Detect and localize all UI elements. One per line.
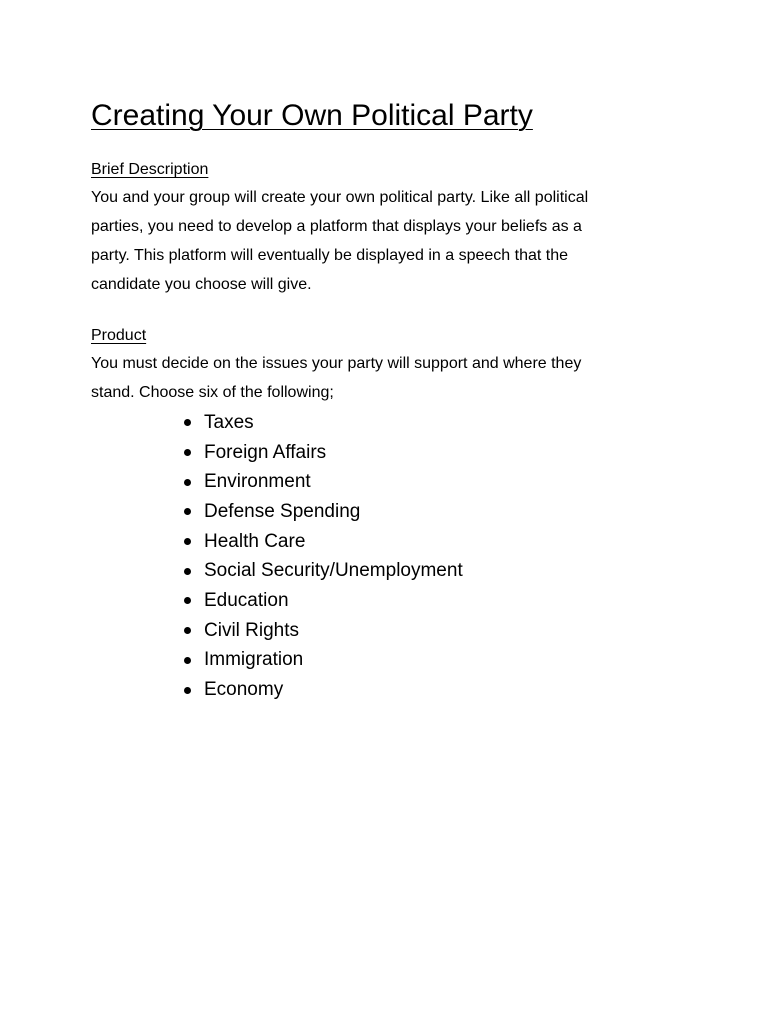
list-item: [181, 408, 463, 438]
product-text: [91, 349, 691, 407]
list-item: [181, 616, 463, 646]
bullet-icon: [184, 687, 191, 694]
issue-label: Environment: [204, 471, 311, 493]
bullet-icon: [184, 419, 191, 426]
page-title: Creating Your Own Political Party: [91, 99, 533, 132]
bullet-icon: [184, 449, 191, 456]
brief-description-heading: Brief Description: [91, 161, 209, 178]
bullet-icon: [184, 538, 191, 545]
bullet-icon: [184, 508, 191, 515]
issue-label: Defense Spending: [204, 500, 361, 522]
issue-label: Civil Rights: [204, 619, 300, 641]
issue-label: Immigration: [204, 649, 304, 671]
list-item: [181, 675, 463, 705]
brief-description-text: [91, 183, 691, 299]
list-item: [181, 556, 463, 586]
brief-description-section: [91, 157, 691, 299]
product-line: stand. Choose six of the following;: [91, 384, 334, 401]
brief-description-line: You and your group will create your own political party. Like all political: [91, 189, 589, 206]
issue-label: Economy: [204, 679, 284, 701]
product-line: You must decide on the issues your party will support and where they: [91, 355, 582, 372]
list-item: [181, 497, 463, 527]
issues-list: [181, 408, 463, 705]
product-section: [91, 323, 691, 407]
issue-label: Taxes: [204, 411, 254, 433]
list-item: [181, 527, 463, 557]
list-item: [181, 438, 463, 468]
bullet-icon: [184, 657, 191, 664]
issue-label: Foreign Affairs: [204, 441, 327, 463]
list-item: [181, 586, 463, 616]
list-item: [181, 646, 463, 676]
bullet-icon: [184, 627, 191, 634]
product-heading: Product: [91, 327, 147, 344]
brief-description-line: party. This platform will eventually be displayed in a speech that the: [91, 247, 568, 264]
issue-label: Health Care: [204, 530, 306, 552]
bullet-icon: [184, 568, 191, 575]
issue-label: Social Security/Unemployment: [204, 560, 463, 582]
brief-description-line: parties, you need to develop a platform that displays your beliefs as a: [91, 218, 582, 235]
list-item: [181, 467, 463, 497]
issue-label: Education: [204, 589, 289, 611]
bullet-icon: [184, 597, 191, 604]
bullet-icon: [184, 479, 191, 486]
brief-description-line: candidate you choose will give.: [91, 276, 312, 293]
